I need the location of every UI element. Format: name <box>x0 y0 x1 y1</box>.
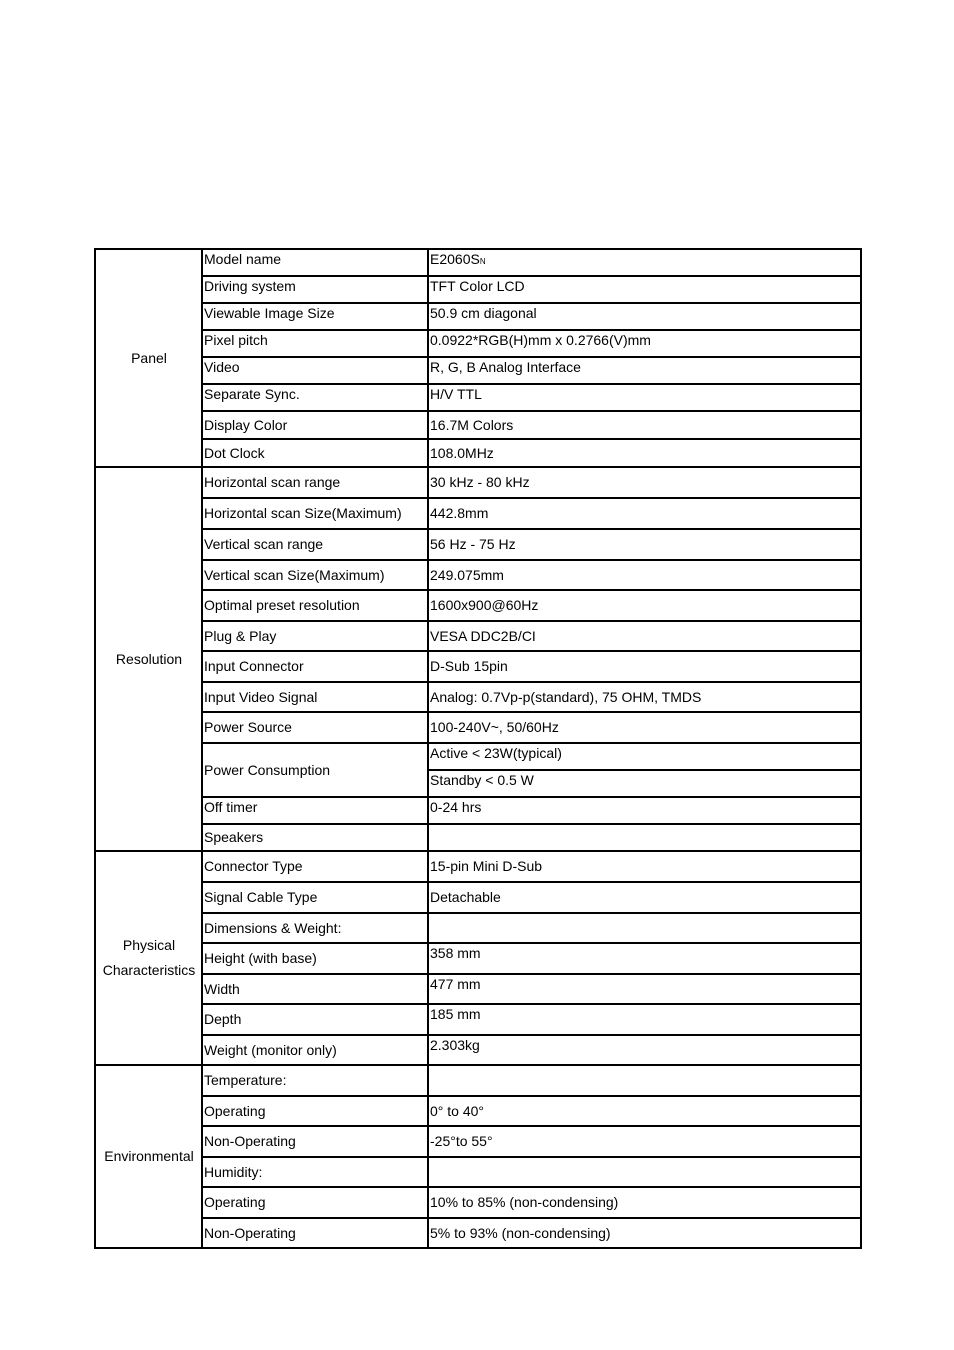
table-row <box>95 743 861 770</box>
spec-value: 0.0922*RGB(H)mm x 0.2766(V)mm <box>428 330 861 357</box>
spec-key: Operating <box>202 1187 428 1218</box>
table-row <box>95 357 861 384</box>
table-row <box>95 651 861 682</box>
table-row <box>95 590 861 621</box>
spec-key: Weight (monitor only) <box>202 1035 428 1065</box>
table-row <box>95 498 861 529</box>
table-row <box>95 276 861 303</box>
spec-key: Vertical scan Size(Maximum) <box>202 560 428 590</box>
spec-key: Input Connector <box>202 651 428 682</box>
spec-value: 477 mm <box>428 974 861 1004</box>
table-row <box>95 303 861 330</box>
table-row <box>95 249 861 276</box>
category-panel: Panel <box>95 249 202 467</box>
table-row <box>95 824 861 851</box>
spec-value: 108.0MHz <box>428 439 861 467</box>
category-physical-line2: Characteristics <box>102 962 196 978</box>
table-row <box>95 411 861 439</box>
spec-key: Connector Type <box>202 851 428 882</box>
spec-value: -25°to 55° <box>428 1126 861 1157</box>
spec-value <box>428 1065 861 1096</box>
spec-key: Temperature: <box>202 1065 428 1096</box>
spec-value: 249.075mm <box>428 560 861 590</box>
spec-value: 442.8mm <box>428 498 861 529</box>
table-row <box>95 682 861 712</box>
category-resolution: Resolution <box>95 467 202 851</box>
spec-key: Driving system <box>202 276 428 303</box>
spec-value: Analog: 0.7Vp-p(standard), 75 OHM, TMDS <box>428 682 861 712</box>
table-row <box>95 851 861 882</box>
spec-key: Dot Clock <box>202 439 428 467</box>
table-row <box>95 439 861 467</box>
spec-value: Standby < 0.5 W <box>428 770 861 797</box>
spec-key: Horizontal scan range <box>202 467 428 498</box>
table-row <box>95 974 861 1004</box>
spec-key: Separate Sync. <box>202 384 428 411</box>
spec-value: H/V TTL <box>428 384 861 411</box>
table-row <box>95 1157 861 1187</box>
category-physical-line1: Physical <box>122 937 176 953</box>
category-environmental: Environmental <box>95 1065 202 1248</box>
spec-value: R, G, B Analog Interface <box>428 357 861 384</box>
table-row <box>95 943 861 974</box>
category-physical <box>95 851 202 1065</box>
spec-key: Width <box>202 974 428 1004</box>
model-name-suffix: N <box>479 257 486 266</box>
spec-key: Model name <box>202 249 428 276</box>
model-name-value: E2060S <box>430 251 480 267</box>
spec-value: 16.7M Colors <box>428 411 861 439</box>
spec-key: Pixel pitch <box>202 330 428 357</box>
table-row <box>95 712 861 743</box>
table-row <box>95 621 861 651</box>
spec-value: 10% to 85% (non-condensing) <box>428 1187 861 1218</box>
spec-key: Depth <box>202 1004 428 1035</box>
table-row <box>95 560 861 590</box>
spec-value: 100-240V~, 50/60Hz <box>428 712 861 743</box>
spec-key: Display Color <box>202 411 428 439</box>
spec-key: Input Video Signal <box>202 682 428 712</box>
spec-table <box>94 248 862 1249</box>
spec-key: Power Consumption <box>202 743 428 797</box>
spec-value <box>428 913 861 943</box>
spec-value <box>428 1157 861 1187</box>
spec-key: Optimal preset resolution <box>202 590 428 621</box>
spec-key: Non-Operating <box>202 1126 428 1157</box>
table-row <box>95 1187 861 1218</box>
spec-key: Viewable Image Size <box>202 303 428 330</box>
spec-value: 1600x900@60Hz <box>428 590 861 621</box>
spec-value <box>428 249 861 276</box>
table-row <box>95 1004 861 1035</box>
table-row <box>95 330 861 357</box>
spec-value: 56 Hz - 75 Hz <box>428 529 861 560</box>
spec-key: Non-Operating <box>202 1218 428 1248</box>
table-row <box>95 384 861 411</box>
spec-value: D-Sub 15pin <box>428 651 861 682</box>
spec-key: Off timer <box>202 797 428 824</box>
spec-value: 30 kHz - 80 kHz <box>428 467 861 498</box>
spec-value: 185 mm <box>428 1004 861 1035</box>
table-row <box>95 1218 861 1248</box>
table-row <box>95 1126 861 1157</box>
spec-value <box>428 824 861 851</box>
spec-value: Active < 23W(typical) <box>428 743 861 770</box>
table-row <box>95 1065 861 1096</box>
spec-key: Power Source <box>202 712 428 743</box>
spec-key: Operating <box>202 1096 428 1126</box>
spec-value: 0-24 hrs <box>428 797 861 824</box>
spec-value: 50.9 cm diagonal <box>428 303 861 330</box>
spec-key: Vertical scan range <box>202 529 428 560</box>
spec-key: Plug & Play <box>202 621 428 651</box>
spec-value: 2.303kg <box>428 1035 861 1065</box>
table-row <box>95 913 861 943</box>
table-row <box>95 797 861 824</box>
spec-value: 15-pin Mini D-Sub <box>428 851 861 882</box>
table-row <box>95 529 861 560</box>
table-row <box>95 1096 861 1126</box>
table-row <box>95 467 861 498</box>
spec-key: Dimensions & Weight: <box>202 913 428 943</box>
spec-key: Height (with base) <box>202 943 428 974</box>
spec-value: VESA DDC2B/CI <box>428 621 861 651</box>
table-row <box>95 882 861 913</box>
spec-value: Detachable <box>428 882 861 913</box>
spec-key: Humidity: <box>202 1157 428 1187</box>
spec-key: Signal Cable Type <box>202 882 428 913</box>
spec-value: 0° to 40° <box>428 1096 861 1126</box>
spec-value: 358 mm <box>428 943 861 974</box>
spec-value: TFT Color LCD <box>428 276 861 303</box>
spec-value: 5% to 93% (non-condensing) <box>428 1218 861 1248</box>
spec-key: Horizontal scan Size(Maximum) <box>202 498 428 529</box>
table-row <box>95 1035 861 1065</box>
spec-key: Speakers <box>202 824 428 851</box>
spec-key: Video <box>202 357 428 384</box>
